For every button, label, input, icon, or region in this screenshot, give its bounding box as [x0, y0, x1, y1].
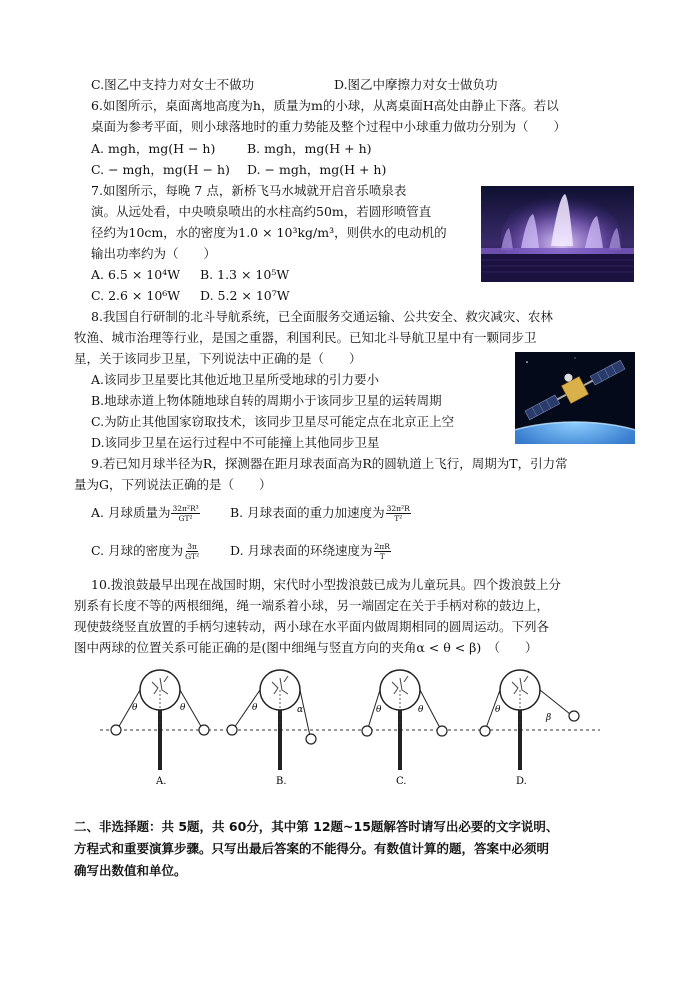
q7-stem-line1: 7.如图所示，每晚 7 点，新桥飞马水城就开启音乐喷泉表 — [91, 183, 407, 198]
q9-stem-line1: 9.若已知月球半径为R，探测器在距月球表面高为R的圆轨道上飞行，周期为T，引力常 — [91, 456, 568, 471]
q7-stem-line4: 输出功率约为（ ） — [91, 246, 217, 261]
q5-option-c: C.图乙中支持力对女士不做功 — [91, 77, 255, 92]
q10-stem-line1: 10.拨浪鼓最早出现在战国时期，宋代时小型拨浪鼓已成为儿童玩具。四个拨浪鼓上分 — [91, 577, 561, 592]
q6-stem-line1: 6.如图所示，桌面离地高度为h，质量为m的小球，从离桌面H高处由静止下落。若以 — [91, 98, 559, 113]
q9-option-c-fraction — [184, 542, 200, 561]
section2-heading-line2: 方程式和重要演算步骤。只写出最后答案的不能得分。有数值计算的题，答案中必须明 — [74, 841, 550, 856]
drum-diagram-c — [362, 670, 447, 787]
q9-option-d-denominator: T — [379, 552, 385, 561]
q9-option-a-text: A. 月球质量为 — [91, 505, 171, 520]
q7-stem-line2: 演。从远处看，中央喷泉喷出的水柱高约50m，若圆形喷管直 — [91, 204, 432, 219]
q9-option-a-denominator: GT² — [178, 514, 193, 523]
q10-stem-line2: 别系有长度不等的两根细绳，绳一端系着小球，另一端固定在关于手柄对称的鼓边上， — [74, 598, 550, 613]
q9-option-c — [91, 542, 201, 561]
drum-diagram-b — [227, 670, 316, 787]
diagram-label-c: C. — [396, 776, 407, 787]
section2-heading-line3: 确写出数值和单位。 — [74, 863, 187, 878]
q6-option-d: D. − mgh，mg(H + h) — [247, 162, 387, 177]
q9-option-b-text: B. 月球表面的重力加速度为 — [230, 505, 385, 520]
angle-label-b-right: α — [297, 705, 304, 715]
q8-option-c: C.为防止其他国家窃取技术，该同步卫星尽可能定点在北京正上空 — [91, 414, 455, 429]
angle-label-c-right: θ — [418, 705, 424, 715]
fountain-photo — [481, 186, 634, 282]
q7-stem-line3: 径约为10cm，水的密度为1.0 × 10³kg/m³，则供水的电动机的 — [91, 225, 447, 240]
q8-stem-line2: 牧渔、城市治理等行业，是国之重器，利国利民。已知北斗导航卫星中有一颗同步卫 — [74, 330, 537, 345]
diagram-label-a: A. — [156, 776, 167, 787]
q7-option-b: B. 1.3 × 10⁵W — [200, 267, 290, 282]
section2-heading-line1: 二、非选择题：共 5题，共 60分，其中第 12题~15题解答时请写出必要的文字说明、 — [74, 819, 559, 834]
q9-option-b-fraction — [386, 504, 411, 523]
q6-stem-line2: 桌面为参考平面，则小球落地时的重力势能及整个过程中小球重力做功分别为（ ） — [91, 119, 567, 134]
q9-option-a-fraction — [171, 504, 199, 523]
satellite-photo — [515, 352, 635, 444]
angle-label-a-right: θ — [180, 703, 186, 713]
q6-option-a: A. mgh，mg(H − h) — [91, 141, 216, 156]
q8-option-b: B.地球赤道上物体随地球自转的周期小于该同步卫星的运转周期 — [91, 393, 442, 408]
q9-stem-line2: 量为G，下列说法正确的是（ ） — [74, 477, 272, 492]
q9-option-d-text: D. 月球表面的环绕速度为 — [230, 543, 373, 558]
q9-option-c-numerator: 3π — [187, 542, 197, 551]
q10-stem-line4: 图中两球的位置关系可能正确的是(图中细绳与竖直方向的夹角α < θ < β) （ ） — [74, 640, 538, 655]
q6-option-c: C. − mgh，mg(H − h) — [91, 162, 230, 177]
drum-diagram-a — [111, 670, 209, 787]
q9-option-a-numerator: 32π²R³ — [172, 504, 199, 513]
q7-option-c: C. 2.6 × 10⁶W — [91, 288, 181, 303]
q7-option-d: D. 5.2 × 10⁷W — [200, 288, 290, 303]
q9-option-d — [230, 542, 392, 561]
q8-option-d: D.该同步卫星在运行过程中不可能撞上其他同步卫星 — [91, 435, 380, 450]
q9-option-c-text: C. 月球的密度为 — [91, 543, 184, 558]
angle-label-c-left: θ — [376, 705, 382, 715]
q9-option-c-denominator: GT² — [185, 552, 200, 561]
q8-option-a: A.该同步卫星要比其他近地卫星所受地球的引力要小 — [91, 372, 380, 387]
q9-option-d-numerator: 2πR — [374, 542, 390, 551]
drum-diagrams — [100, 660, 600, 790]
q8-stem-line3: 星，关于该同步卫星，下列说法中正确的是（ ） — [74, 351, 362, 366]
diagram-label-d: D. — [516, 776, 527, 787]
q6-option-b: B. mgh，mg(H + h) — [247, 141, 372, 156]
q5-option-d: D.图乙中摩擦力对女士做负功 — [334, 77, 498, 92]
q9-option-d-fraction — [374, 542, 391, 561]
angle-label-d-left: θ — [495, 705, 501, 715]
drum-diagram-d — [480, 670, 579, 787]
angle-label-b-left: θ — [252, 703, 258, 713]
q9-option-b-denominator: T² — [394, 514, 403, 523]
angle-label-d-right: β — [546, 713, 552, 723]
q9-option-b-numerator: 32π²R — [386, 504, 410, 513]
angle-label-a-left: θ — [132, 703, 138, 713]
q9-option-b — [230, 504, 412, 523]
q9-option-a — [91, 504, 201, 523]
q10-stem-line3: 现使鼓绕竖直放置的手柄匀速转动，两小球在水平面内做周期相同的圆周运动。下列各 — [74, 619, 550, 634]
q7-option-a: A. 6.5 × 10⁴W — [91, 267, 181, 282]
q8-stem-line1: 8.我国自行研制的北斗导航系统，已全面服务交通运输、公共安全、救灾减灾、农林 — [91, 309, 553, 324]
diagram-label-b: B. — [276, 776, 287, 787]
